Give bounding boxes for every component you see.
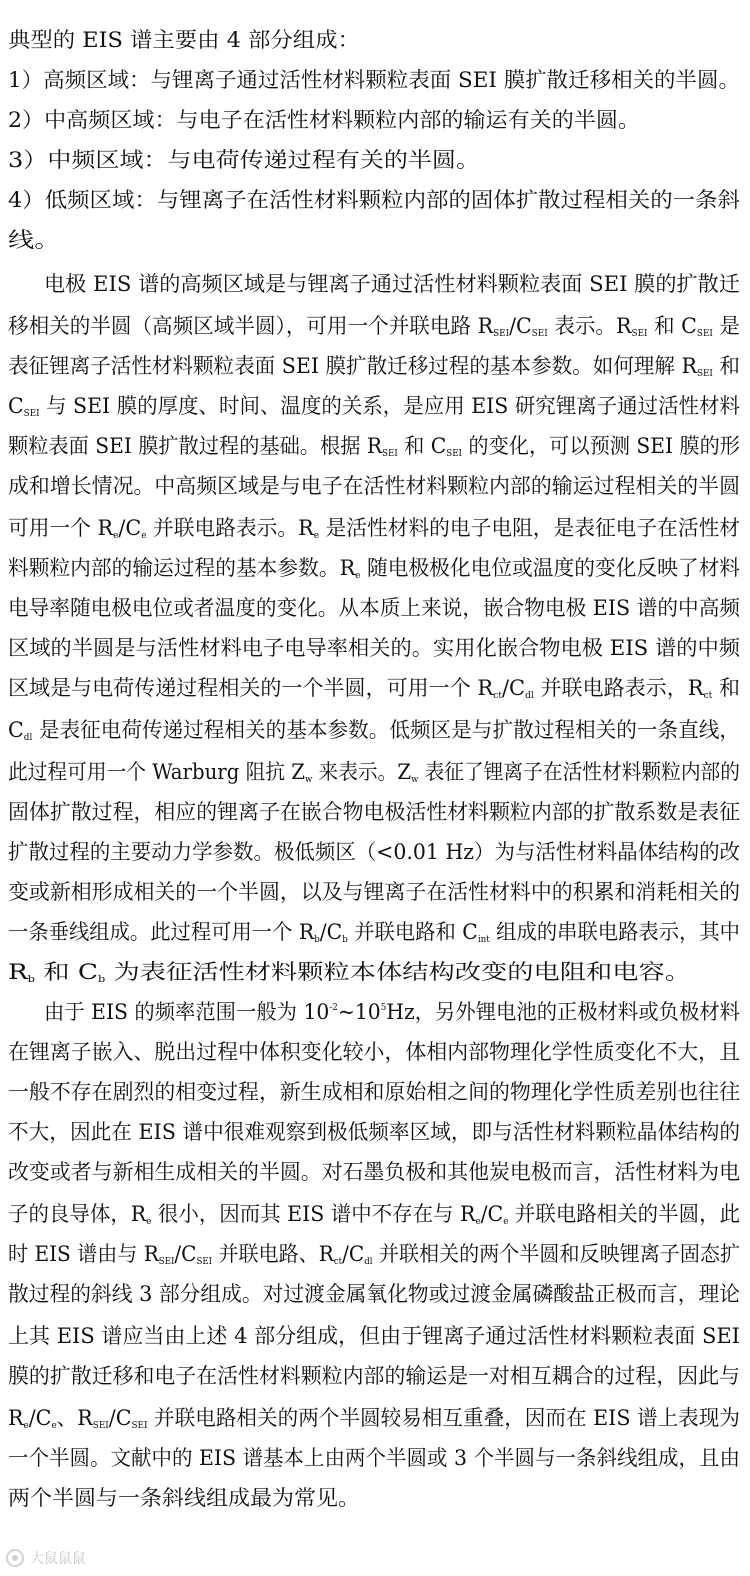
text-segment: 典型的 EIS 谱主要由 4 部分组成：: [8, 28, 360, 52]
text-line: [0, 1398, 750, 1438]
text-segment: 不大，因此在 EIS 谱中很难观察到极低频率区域，即与活性材料颗粒晶体结构的: [8, 1120, 741, 1144]
watermark-logo-icon: [6, 1549, 24, 1567]
text-segment: 、R: [56, 1406, 93, 1430]
text-segment: 1）高频区域：与锂离子通过活性材料颗粒表面 SEI 膜扩散迁移相关的半圆。: [8, 68, 740, 92]
subscript: ct: [493, 691, 502, 701]
text-line: [0, 872, 750, 912]
text-segment: 并联电路相关的半圆，此: [508, 1202, 741, 1226]
text-line: [0, 264, 750, 304]
subscript: b: [314, 935, 320, 945]
text-segment: /C: [28, 1406, 52, 1430]
text-line: [0, 60, 750, 100]
text-segment: 并联电路、R: [212, 1242, 334, 1266]
superscript: 5: [380, 1003, 387, 1013]
text-line: [0, 1478, 750, 1518]
subscript: SEI: [696, 329, 713, 339]
subscript: e: [355, 571, 361, 581]
text-line: [0, 426, 750, 466]
text-segment: 4）低频区域：与锂离子在活性材料颗粒内部的固体扩散过程相关的一条斜: [8, 188, 741, 212]
text-segment: 和 C: [647, 314, 697, 338]
text-segment: /C: [501, 676, 526, 700]
text-line: [0, 1032, 750, 1072]
text-line: [0, 20, 750, 60]
subscript: int: [477, 935, 490, 945]
subscript: e: [313, 531, 319, 541]
text-line: [0, 220, 750, 260]
text-segment: 由于 EIS 的频率范围一般为 10: [44, 1000, 330, 1024]
text-segment: 变或新相形成相关的一个半圆，以及与锂离子在活性材料中的积累和消耗相关的: [8, 880, 740, 904]
text-segment: 固体扩散过程，相应的锂离子在嵌合物电极活性材料颗粒内部的扩散系数是表征: [8, 800, 740, 824]
text-line: [0, 912, 750, 952]
text-segment: 料颗粒内部的输运过程的基本参数。R: [8, 556, 356, 580]
text-segment: 并联电路表示。R: [146, 516, 314, 540]
text-line: [0, 1194, 750, 1234]
text-segment: 和: [712, 354, 740, 378]
text-segment: 一个半圆。文献中的 EIS 谱基本上由两个半圆或 3 个半圆与一条斜线组成，且由: [8, 1446, 741, 1470]
text-line: [0, 386, 750, 426]
text-segment: 表征锂离子活性材料颗粒表面 SEI 膜扩散迁移过程的基本参数。如何理解 R: [8, 354, 697, 378]
text-segment: 的变化，可以预测 SEI 膜的形: [461, 434, 741, 458]
text-segment: 并联电路相关的两个半圆较易相互重叠，因而在 EIS 谱上表现为: [147, 1406, 740, 1430]
subscript: ct: [703, 691, 713, 701]
text-line: [0, 306, 750, 346]
subscript: SEI: [493, 329, 510, 339]
text-segment: 是表征电荷传递过程相关的基本参数。低频区是与扩散过程相关的一条直线，: [32, 718, 740, 742]
text-line: [0, 992, 750, 1032]
text-line: [0, 710, 750, 750]
text-segment: /C: [480, 1202, 504, 1226]
text-segment: 线。: [8, 228, 61, 252]
text-line: [0, 100, 750, 140]
subscript: SEI: [131, 1421, 148, 1431]
text-segment: 为表征活性材料颗粒本体结构改变的电阻和电容。: [105, 960, 692, 984]
subscript: e: [51, 1421, 57, 1431]
text-segment: 在锂离子嵌入、脱出过程中体积变化较小，体相内部物理化学性质变化不大，且: [8, 1040, 740, 1064]
superscript: -2: [329, 1003, 338, 1013]
subscript: dl: [525, 691, 534, 701]
text-segment: 散过程的斜线 3 部分组成。对过渡金属氧化物或过渡金属磷酸盐正极而言，理论: [8, 1282, 740, 1306]
subscript: SEI: [92, 1421, 109, 1431]
text-segment: 和 C: [34, 960, 98, 984]
text-segment: 很小，因而其 EIS 谱中不存在与 R: [151, 1202, 476, 1226]
text-segment: /C: [174, 1242, 197, 1266]
text-line: [0, 548, 750, 588]
text-segment: 和: [712, 676, 740, 700]
subscript: SEI: [531, 329, 548, 339]
watermark-text: 大鼠鼠鼠: [30, 1551, 86, 1567]
subscript: SEI: [446, 449, 462, 459]
text-segment: 改变或者与新相生成相关的半圆。对石墨负极和其他炭电极而言，活性材料为电: [8, 1160, 740, 1184]
text-segment: 并联相关的两个半圆和反映锂离子固态扩: [372, 1242, 741, 1266]
text-line: [0, 180, 750, 220]
text-segment: 并联电路和 C: [347, 920, 478, 944]
text-line: [0, 832, 750, 872]
text-line: [0, 1234, 750, 1274]
watermark: [6, 1546, 86, 1570]
text-segment: /C: [108, 1406, 132, 1430]
text-segment: 扩散过程的主要动力学参数。极低频区（<0.01 Hz）为与活性材料晶体结构的改: [8, 840, 741, 864]
text-line: [0, 1356, 750, 1396]
text-line: [0, 752, 750, 792]
text-segment: 并联电路表示，R: [533, 676, 704, 700]
subscript: SEI: [23, 409, 40, 419]
text-segment: C: [8, 718, 24, 742]
subscript: e: [141, 531, 147, 541]
text-line: [0, 466, 750, 506]
text-segment: 与 SEI 膜的厚度、时间、温度的关系，是应用 EIS 研究锂离子通过活性材料: [39, 394, 741, 418]
text-segment: /C: [319, 920, 343, 944]
text-segment: 成和增长情况。中高频区域是与电子在活性材料颗粒内部的输运过程相关的半圆: [8, 474, 740, 498]
text-segment: 表征了锂离子在活性材料颗粒内部的: [418, 760, 740, 784]
subscript: SEI: [196, 1257, 213, 1267]
text-segment: 颗粒表面 SEI 膜扩散过程的基础。根据 R: [8, 434, 383, 458]
text-line: [0, 1438, 750, 1478]
text-segment: /C: [118, 516, 142, 540]
text-segment: 随电极极化电位或温度的变化反映了材料: [360, 556, 741, 580]
text-line: [0, 1274, 750, 1314]
subscript: w: [304, 775, 313, 785]
subscript: dl: [23, 733, 33, 743]
text-segment: 区域是与电荷传递过程相关的一个半圆，可用一个 R: [8, 676, 494, 700]
text-line: [0, 508, 750, 548]
text-segment: 此过程可用一个 Warburg 阻抗 Z: [8, 760, 305, 784]
text-segment: 上其 EIS 谱应当由上述 4 部分组成，但由于锂离子通过活性材料颗粒表面 SEI: [8, 1324, 740, 1348]
text-segment: 组成的串联电路表示，其中: [489, 920, 741, 944]
text-line: [0, 1072, 750, 1112]
text-segment: 和 C: [397, 434, 447, 458]
text-segment: R: [8, 960, 28, 984]
subscript: SEI: [631, 329, 648, 339]
text-segment: 是活性材料的电子电阻，是表征电子在活性材: [318, 516, 741, 540]
text-segment: ~10: [337, 1000, 381, 1024]
subscript: SEI: [382, 449, 398, 459]
subscript: SEI: [158, 1257, 175, 1267]
text-segment: 是: [712, 314, 741, 338]
subscript: ct: [333, 1257, 343, 1267]
text-segment: 膜的扩散迁移和电子在活性材料颗粒内部的输运是一对相互耦合的过程，因此与: [8, 1364, 740, 1388]
text-line: [0, 1316, 750, 1356]
subscript: SEI: [696, 369, 713, 379]
text-segment: 时 EIS 谱由与 R: [8, 1242, 159, 1266]
text-line: [0, 588, 750, 628]
text-segment: 区域的半圆是与活性材料电子电导率相关的。实用化嵌合物电极 EIS 谱的中频: [8, 636, 740, 660]
subscript: b: [342, 935, 348, 945]
text-segment: 可用一个 R: [8, 516, 114, 540]
text-segment: 一般不存在剧烈的相变过程，新生成相和原始相之间的物理化学性质差别也往往: [8, 1080, 740, 1104]
subscript: e: [23, 1421, 29, 1431]
text-segment: Hz，另外锂电池的正极材料或负极材料: [386, 1000, 740, 1024]
subscript: b: [98, 975, 106, 985]
text-segment: 表示。R: [547, 314, 632, 338]
text-segment: R: [8, 1406, 24, 1430]
text-line: [0, 952, 750, 992]
text-line: [0, 792, 750, 832]
text-line: [0, 346, 750, 386]
text-line: [0, 1112, 750, 1152]
subscript: e: [113, 531, 119, 541]
text-segment: 电极 EIS 谱的高频区域是与锂离子通过活性材料颗粒表面 SEI 膜的扩散迁: [44, 272, 740, 296]
text-segment: 2）中高频区域：与电子在活性材料颗粒内部的输运有关的半圆。: [8, 108, 641, 132]
subscript: e: [146, 1217, 152, 1227]
text-line: [0, 140, 750, 180]
text-segment: 电导率随电极电位或者温度的变化。从本质上来说，嵌合物电极 EIS 谱的中高频: [8, 596, 741, 620]
subscript: e: [475, 1217, 481, 1227]
subscript: w: [411, 775, 419, 785]
text-segment: 移相关的半圆（高频区域半圆），可用一个并联电路 R: [8, 314, 494, 338]
subscript: dl: [364, 1257, 373, 1267]
text-segment: 两个半圆与一条斜线组成最为常见。: [8, 1486, 360, 1510]
text-segment: /C: [342, 1242, 365, 1266]
text-segment: C: [8, 394, 24, 418]
text-segment: 3）中频区域：与电荷传递过程有关的半圆。: [8, 148, 480, 172]
text-line: [0, 628, 750, 668]
text-segment: 一条垂线组成。此过程可用一个 R: [8, 920, 315, 944]
text-segment: 子的良导体，R: [8, 1202, 147, 1226]
subscript: e: [503, 1217, 509, 1227]
text-segment: /C: [509, 314, 532, 338]
subscript: b: [27, 975, 35, 985]
text-segment: 来表示。Z: [312, 760, 412, 784]
text-line: [0, 1152, 750, 1192]
text-line: [0, 668, 750, 708]
